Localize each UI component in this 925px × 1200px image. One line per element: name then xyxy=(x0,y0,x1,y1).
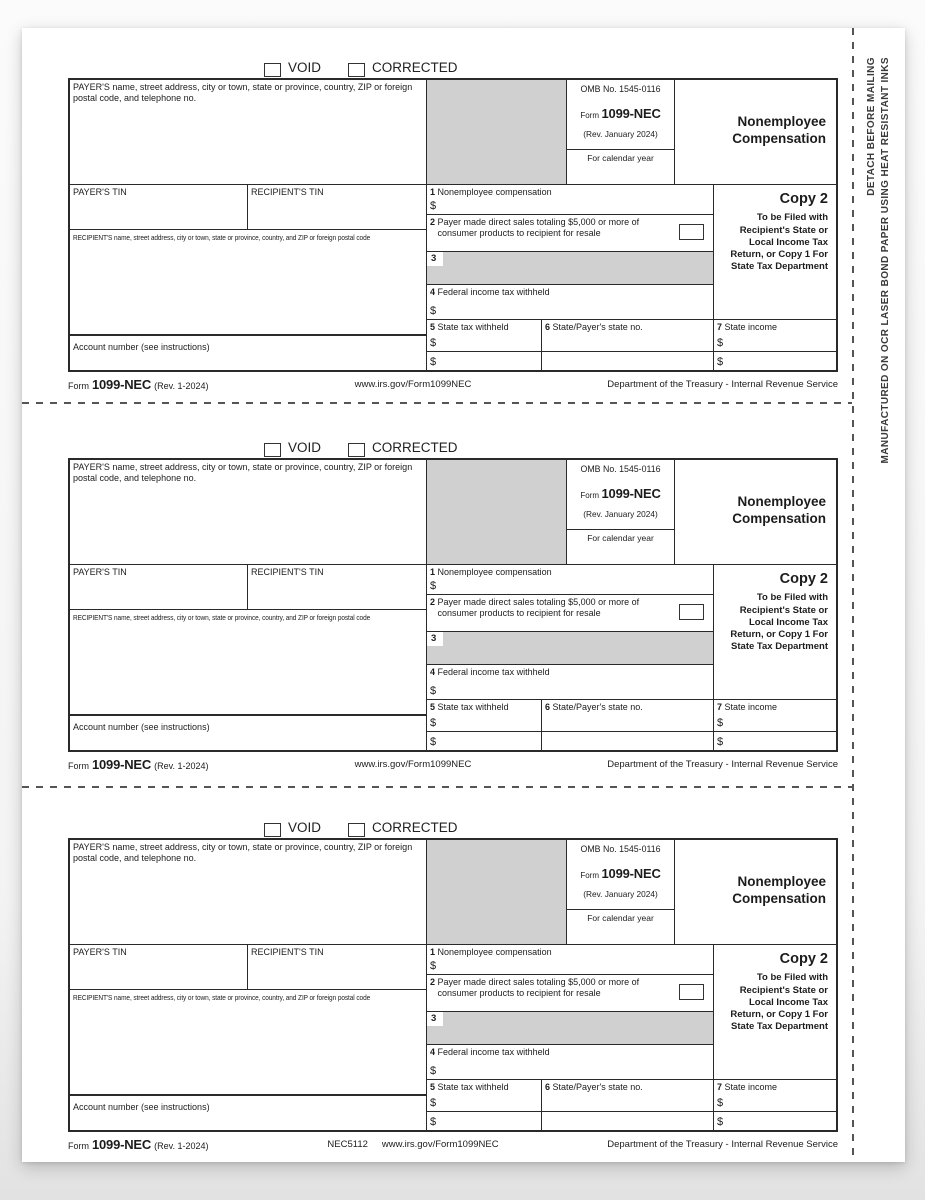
void-checkbox[interactable] xyxy=(264,63,281,77)
recipient-info-field[interactable] xyxy=(70,610,427,715)
box6-label: State/Payer's state no. xyxy=(552,702,643,712)
form-number-header xyxy=(567,106,674,122)
footer-department: Department of the Treasury - Internal Revenue Service xyxy=(607,1139,838,1150)
box5-amount-field[interactable] xyxy=(427,320,542,352)
box1-amount-field[interactable] xyxy=(427,185,714,215)
box2-number: 2 xyxy=(430,217,436,227)
box2-checkbox[interactable] xyxy=(679,224,704,240)
form-1099-nec-copy xyxy=(68,60,838,400)
footer-center xyxy=(248,1139,578,1150)
box7-amount-field[interactable] xyxy=(714,1080,836,1112)
form-title: Nonemployee Compensation xyxy=(675,80,836,185)
box6-label: State/Payer's state no. xyxy=(552,322,643,332)
form-title: Nonemployee Compensation xyxy=(675,460,836,565)
box4-number: 4 xyxy=(430,287,436,297)
revision-label: (Rev. January 2024) xyxy=(583,509,658,519)
copy2-description: To be Filed with Recipient's State or Local Income Tax Return, or Copy 1 For State Tax Department xyxy=(730,972,828,1033)
box1-amount-field[interactable] xyxy=(427,945,714,975)
payer-tin-field[interactable] xyxy=(70,565,248,610)
omb-number: OMB No. 1545-0116 xyxy=(580,464,661,474)
corrected-checkbox[interactable] xyxy=(348,443,365,457)
revision-label: (Rev. January 2024) xyxy=(583,129,658,139)
calendar-year-field[interactable] xyxy=(567,164,674,182)
box1-number: 1 xyxy=(430,187,436,197)
form-number-header xyxy=(567,866,674,882)
corrected-checkbox[interactable] xyxy=(348,823,365,837)
revision-label: (Rev. January 2024) xyxy=(583,889,658,899)
box7-amount-field-2[interactable] xyxy=(714,352,836,370)
recipient-tin-label: RECIPIENT'S TIN xyxy=(251,947,324,957)
copy2-description: To be Filed with Recipient's State or Local Income Tax Return, or Copy 1 For State Tax Department xyxy=(730,592,828,653)
footer-department: Department of the Treasury - Internal Revenue Service xyxy=(607,759,838,770)
box5-dollar-sign: $ xyxy=(430,716,437,729)
calendar-year-field[interactable] xyxy=(567,924,674,942)
box7-dollar-sign-2: $ xyxy=(717,1115,724,1128)
payer-tin-label: PAYER'S TIN xyxy=(73,947,127,957)
shaded-box xyxy=(427,80,567,185)
box7-amount-field-2[interactable] xyxy=(714,1112,836,1130)
box6-number: 6 xyxy=(545,322,551,332)
copy2-description: To be Filed with Recipient's State or Local Income Tax Return, or Copy 1 For State Tax Department xyxy=(730,212,828,273)
footer-revision: (Rev. 1-2024) xyxy=(154,381,209,391)
footer-form-word: Form xyxy=(68,761,89,771)
box2-number: 2 xyxy=(430,977,436,987)
horizontal-perforation-line-1 xyxy=(22,402,852,404)
recipient-tin-field[interactable] xyxy=(248,945,427,990)
recipient-info-label: RECIPIENT'S name, street address, city or town, state or province, country, and ZIP or foreign postal code xyxy=(73,613,371,622)
box4-number: 4 xyxy=(430,1047,436,1057)
recipient-tin-label: RECIPIENT'S TIN xyxy=(251,567,324,577)
horizontal-perforation-line-2 xyxy=(22,786,852,788)
corrected-checkbox[interactable] xyxy=(348,63,365,77)
footer-form-id xyxy=(68,757,208,772)
copy2-name: Copy 2 xyxy=(779,951,828,967)
box7-dollar-sign-2: $ xyxy=(717,735,724,748)
box6-number: 6 xyxy=(545,702,551,712)
box3-number: 3 xyxy=(427,252,443,266)
footer-department: Department of the Treasury - Internal Revenue Service xyxy=(607,379,838,390)
footer-form-id xyxy=(68,1137,208,1152)
omb-number: OMB No. 1545-0116 xyxy=(580,844,661,854)
footer-irs-url: www.irs.gov/Form1099NEC xyxy=(381,1139,499,1150)
box5-amount-field-2[interactable] xyxy=(427,1112,542,1130)
box7-amount-field-2[interactable] xyxy=(714,732,836,750)
payer-info-field[interactable] xyxy=(70,80,427,185)
omb-cell xyxy=(567,460,675,565)
footer-irs-url: www.irs.gov/Form1099NEC xyxy=(354,759,472,770)
form-number: 1099-NEC xyxy=(601,866,661,881)
box2-field xyxy=(427,595,714,632)
box5-amount-field-2[interactable] xyxy=(427,732,542,750)
recipient-info-label: RECIPIENT'S name, street address, city or town, state or province, country, and ZIP or foreign postal code xyxy=(73,233,371,242)
box2-number: 2 xyxy=(430,597,436,607)
omb-divider xyxy=(567,529,674,530)
box4-label: Federal income tax withheld xyxy=(437,667,550,677)
copy2-cell xyxy=(714,565,836,700)
box1-dollar-sign: $ xyxy=(430,959,437,972)
footer-form-id xyxy=(68,377,208,392)
vertical-perforation-line xyxy=(852,28,854,1162)
form-table xyxy=(68,838,838,1132)
box7-label: State income xyxy=(724,322,778,332)
copy2-name: Copy 2 xyxy=(779,191,828,207)
box1-number: 1 xyxy=(430,567,436,577)
box2-label: Payer made direct sales totaling $5,000 or more of consumer products to recipient for resale xyxy=(437,597,640,618)
box5-number: 5 xyxy=(430,702,436,712)
box1-dollar-sign: $ xyxy=(430,199,437,212)
account-number-label: Account number (see instructions) xyxy=(73,1102,210,1112)
void-label: VOID xyxy=(288,440,322,455)
footer-form-word: Form xyxy=(68,1141,89,1151)
box7-dollar-sign-2: $ xyxy=(717,355,724,368)
box1-label: Nonemployee compensation xyxy=(437,187,552,197)
copy2-name: Copy 2 xyxy=(779,571,828,587)
form-title: Nonemployee Compensation xyxy=(675,840,836,945)
box4-dollar-sign: $ xyxy=(430,304,437,317)
box5-label: State tax withheld xyxy=(437,322,509,332)
box5-dollar-sign-2: $ xyxy=(430,735,437,748)
box7-label: State income xyxy=(724,1082,778,1092)
box5-label: State tax withheld xyxy=(437,702,509,712)
box6-label: State/Payer's state no. xyxy=(552,1082,643,1092)
box7-number: 7 xyxy=(717,1082,723,1092)
box2-field xyxy=(427,215,714,252)
omb-cell xyxy=(567,80,675,185)
box4-dollar-sign: $ xyxy=(430,1064,437,1077)
omb-number: OMB No. 1545-0116 xyxy=(580,84,661,94)
footer-center xyxy=(248,759,578,770)
void-corrected-row xyxy=(68,440,838,458)
box5-label: State tax withheld xyxy=(437,1082,509,1092)
payer-info-label: PAYER'S name, street address, city or town, state or province, country, ZIP or foreign postal code, and telephone no. xyxy=(73,82,413,103)
detach-before-mailing-text: DETACH BEFORE MAILING xyxy=(866,57,877,196)
recipient-tin-field[interactable] xyxy=(248,185,427,230)
box6-field[interactable] xyxy=(542,1080,714,1112)
form-word: Form xyxy=(580,111,600,120)
footer-form-number: 1099-NEC xyxy=(92,1137,152,1152)
corrected-label: CORRECTED xyxy=(372,60,458,75)
omb-divider xyxy=(567,909,674,910)
box7-label: State income xyxy=(724,702,778,712)
box4-amount-field[interactable] xyxy=(427,285,714,320)
box5-dollar-sign-2: $ xyxy=(430,1115,437,1128)
manufactured-paper-text: MANUFACTURED ON OCR LASER BOND PAPER USING HEAT RESISTANT INKS xyxy=(880,57,891,464)
copy2-cell xyxy=(714,185,836,320)
footer-revision: (Rev. 1-2024) xyxy=(154,1141,209,1151)
box1-amount-field[interactable] xyxy=(427,565,714,595)
box6-field[interactable] xyxy=(542,320,714,352)
form-number-header xyxy=(567,486,674,502)
form-1099-nec-copy xyxy=(68,820,838,1160)
void-label: VOID xyxy=(288,60,322,75)
footer-irs-url: www.irs.gov/Form1099NEC xyxy=(354,379,472,390)
box7-dollar-sign: $ xyxy=(717,1096,724,1109)
form-footer xyxy=(68,375,838,395)
box1-number: 1 xyxy=(430,947,436,957)
form-word: Form xyxy=(580,491,600,500)
account-number-field[interactable] xyxy=(70,335,427,370)
omb-divider xyxy=(567,149,674,150)
box1-label: Nonemployee compensation xyxy=(437,947,552,957)
corrected-label: CORRECTED xyxy=(372,440,458,455)
calendar-year-label: For calendar year xyxy=(587,533,654,543)
box5-number: 5 xyxy=(430,1082,436,1092)
footer-revision: (Rev. 1-2024) xyxy=(154,761,209,771)
calendar-year-label: For calendar year xyxy=(587,913,654,923)
recipient-info-field[interactable] xyxy=(70,990,427,1095)
account-number-label: Account number (see instructions) xyxy=(73,342,210,352)
box4-amount-field[interactable] xyxy=(427,1045,714,1080)
recipient-tin-label: RECIPIENT'S TIN xyxy=(251,187,324,197)
corrected-label: CORRECTED xyxy=(372,820,458,835)
box5-amount-field-2[interactable] xyxy=(427,352,542,370)
void-corrected-row xyxy=(68,60,838,78)
box2-checkbox[interactable] xyxy=(679,984,704,1000)
box7-amount-field[interactable] xyxy=(714,320,836,352)
form-footer xyxy=(68,755,838,775)
box2-label: Payer made direct sales totaling $5,000 or more of consumer products to recipient for resale xyxy=(437,217,640,238)
payer-info-label: PAYER'S name, street address, city or town, state or province, country, ZIP or foreign postal code, and telephone no. xyxy=(73,462,413,483)
form-number: 1099-NEC xyxy=(601,106,661,121)
box4-label: Federal income tax withheld xyxy=(437,287,550,297)
payer-tin-label: PAYER'S TIN xyxy=(73,567,127,577)
box3-number: 3 xyxy=(427,1012,443,1026)
footer-form-number: 1099-NEC xyxy=(92,377,152,392)
box5-dollar-sign-2: $ xyxy=(430,355,437,368)
box4-number: 4 xyxy=(430,667,436,677)
recipient-info-field[interactable] xyxy=(70,230,427,335)
recipient-tin-field[interactable] xyxy=(248,565,427,610)
calendar-year-label: For calendar year xyxy=(587,153,654,163)
recipient-info-label: RECIPIENT'S name, street address, city or town, state or province, country, and ZIP or foreign postal code xyxy=(73,993,371,1002)
form-table xyxy=(68,458,838,752)
box6-field-2[interactable] xyxy=(542,1112,714,1130)
box6-number: 6 xyxy=(545,1082,551,1092)
void-corrected-row xyxy=(68,820,838,838)
box3-number: 3 xyxy=(427,632,443,646)
box3-field xyxy=(427,632,714,665)
form-word: Form xyxy=(580,871,600,880)
box6-field-2[interactable] xyxy=(542,352,714,370)
box2-checkbox[interactable] xyxy=(679,604,704,620)
box4-label: Federal income tax withheld xyxy=(437,1047,550,1057)
footer-center xyxy=(248,379,578,390)
payer-info-label: PAYER'S name, street address, city or town, state or province, country, ZIP or foreign postal code, and telephone no. xyxy=(73,842,413,863)
void-checkbox[interactable] xyxy=(264,823,281,837)
box7-amount-field[interactable] xyxy=(714,700,836,732)
box6-field[interactable] xyxy=(542,700,714,732)
copy2-cell xyxy=(714,945,836,1080)
box7-number: 7 xyxy=(717,702,723,712)
box5-dollar-sign: $ xyxy=(430,1096,437,1109)
footer-product-code: NEC5112 xyxy=(327,1139,368,1150)
shaded-box xyxy=(427,460,567,565)
form-table xyxy=(68,78,838,372)
box1-dollar-sign: $ xyxy=(430,579,437,592)
payer-info-field[interactable] xyxy=(70,840,427,945)
footer-form-word: Form xyxy=(68,381,89,391)
box7-number: 7 xyxy=(717,322,723,332)
box6-field-2[interactable] xyxy=(542,732,714,750)
omb-cell xyxy=(567,840,675,945)
box5-dollar-sign: $ xyxy=(430,336,437,349)
box5-amount-field[interactable] xyxy=(427,1080,542,1112)
box4-amount-field[interactable] xyxy=(427,665,714,700)
box4-dollar-sign: $ xyxy=(430,684,437,697)
shaded-box xyxy=(427,840,567,945)
account-number-label: Account number (see instructions) xyxy=(73,722,210,732)
form-footer xyxy=(68,1135,838,1155)
void-checkbox[interactable] xyxy=(264,443,281,457)
account-number-field[interactable] xyxy=(70,1095,427,1130)
box7-dollar-sign: $ xyxy=(717,716,724,729)
box5-amount-field[interactable] xyxy=(427,700,542,732)
calendar-year-field[interactable] xyxy=(567,544,674,562)
box2-label: Payer made direct sales totaling $5,000 or more of consumer products to recipient for resale xyxy=(437,977,640,998)
void-label: VOID xyxy=(288,820,322,835)
payer-tin-field[interactable] xyxy=(70,185,248,230)
payer-tin-field[interactable] xyxy=(70,945,248,990)
form-1099-nec-copy xyxy=(68,440,838,780)
form-number: 1099-NEC xyxy=(601,486,661,501)
box1-label: Nonemployee compensation xyxy=(437,567,552,577)
box2-field xyxy=(427,975,714,1012)
footer-form-number: 1099-NEC xyxy=(92,757,152,772)
box5-number: 5 xyxy=(430,322,436,332)
box7-dollar-sign: $ xyxy=(717,336,724,349)
account-number-field[interactable] xyxy=(70,715,427,750)
box3-field xyxy=(427,252,714,285)
box3-field xyxy=(427,1012,714,1045)
payer-tin-label: PAYER'S TIN xyxy=(73,187,127,197)
payer-info-field[interactable] xyxy=(70,460,427,565)
